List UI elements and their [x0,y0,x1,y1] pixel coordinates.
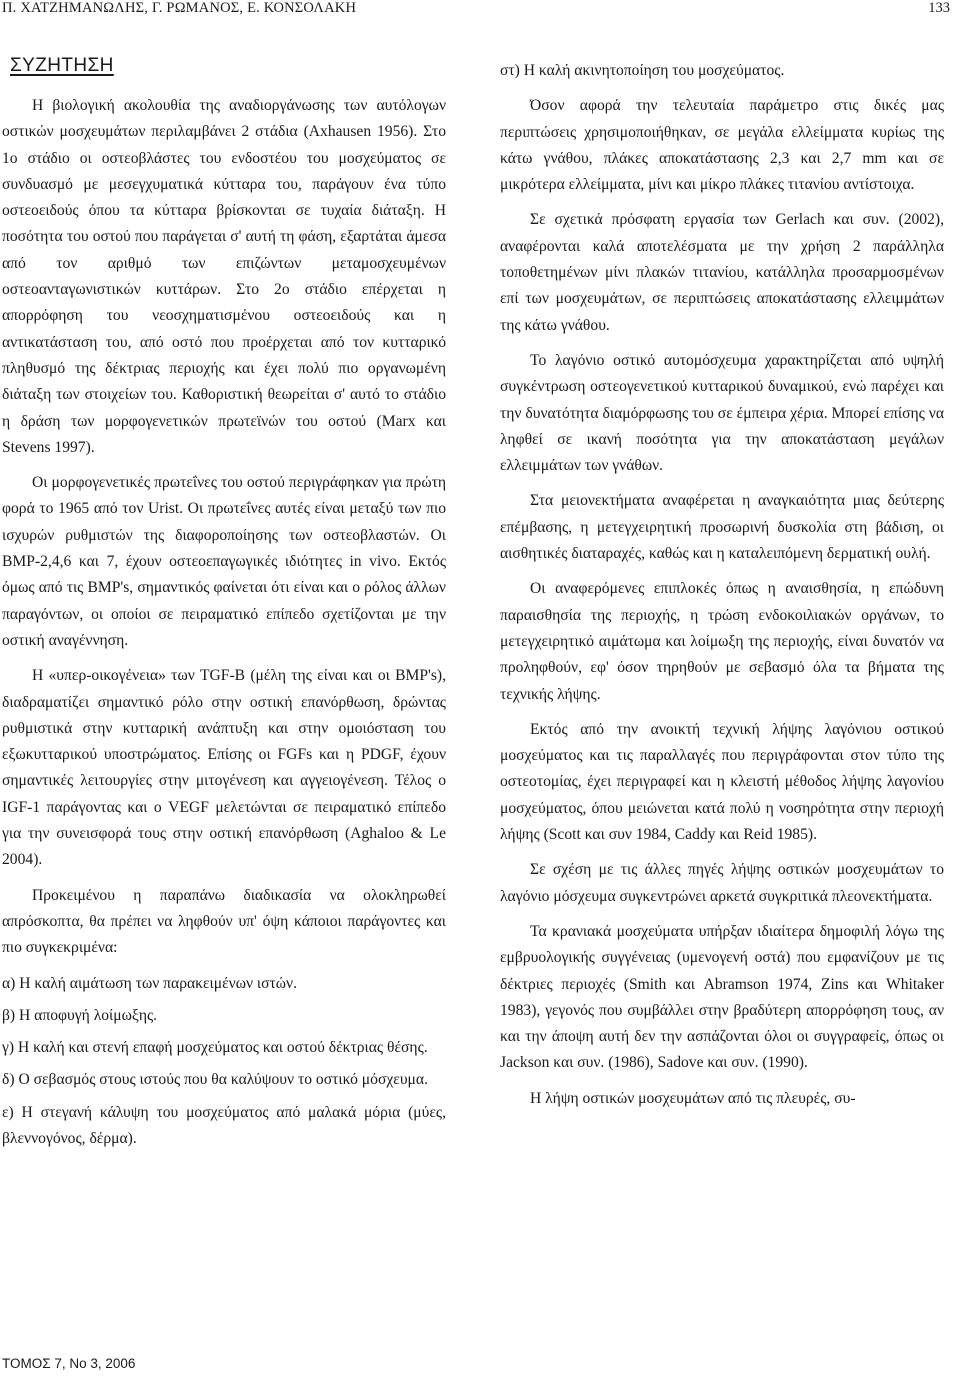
paragraph: Σε σχέση με τις άλλες πηγές λήψης οστικών μοσχευμάτων το λαγόνιο μόσχευμα συγκεντρώνει αρκετά συγκριτικά πλεονεκτήματα. [500,861,944,905]
section-heading: ΣΥΖΗΤΗΣΗ [10,55,114,76]
paragraph: Η λήψη οστικών μοσχευμάτων από τις πλευρές, συ- [530,1089,856,1107]
paragraph: Η βιολογική ακολουθία της αναδιοργάνωσης των αυτόλογων οστικών μοσχευμάτων περιλαμβάνει 2 στάδια (Axhausen 1956). Στο 1ο στάδιο οι οστεοβλάστες του ενδοστέου του μοσχεύματος σε συνδυασμό με μεσεγχυματικά κύτταρα του, παράγουν ένα τύπο οστεοειδούς όπου τα κύτταρα βρίσκονται σε τυχαία διάταξη. Η ποσότητα του οστού που παράγεται σ' αυτή τη φάση, εξαρτάται άμεσα από τον αριθμό των επιζώντων μεταμοσχευμένων οστεοανταγωνιστικών κυττάρων. Στο 2ο στάδιο επέρχεται η απορρόφηση του νεοσχηματισμένου οστεοειδούς και η αντικατάσταση του, από οστό που προέρχεται από τον κυτταρικό πληθυσμό της δέκτριας περιοχής και έχει πολύ πιο οργανωμένη διάταξη των στοιχείων του. Καθοριστική θεωρείται σ' αυτό το στάδιο η δράση των μορφογενετικών πρωτεϊνών του οστού (Marx και Stevens 1997). [2,97,446,456]
list-item: ε) Η στεγανή κάλυψη του μοσχεύματος από μαλακά μόρια (μύες, βλεννογόνος, δέρμα). [2,1103,446,1147]
list-item: στ) Η καλή ακινητοποίηση του μοσχεύματος. [500,62,785,79]
paragraph: Το λαγόνιο οστικό αυτομόσχευμα χαρακτηρίζεται από υψηλή συγκέντρωση οστεογενετικού κυτταρικού δυναμικού, ενώ παρέχει και την δυνατότητα διαμόρφωσης του σε έμπειρα χέρια. Μπορεί επίσης να ληφθεί σε ικανή ποσότητα για την αποκατάσταση μεγάλων ελλειμμάτων των γνάθων. [500,351,944,475]
running-head-authors: Π. ΧΑΤΖΗΜΑΝΩΛΗΣ, Γ. ΡΩΜΑΝΟΣ, Ε. ΚΟΝΣΟΛΑΚΗ [2,0,357,16]
running-head [0,0,960,20]
paragraph: Οι αναφερόμενες επιπλοκές όπως η αναισθησία, η επώδυνη παραισθησία της περιοχής, η τρώση ενδοκοιλιακών οργάνων, το μετεγχειρητικό αιμάτωμα και λοίμωξη της περιοχής, είναι δυνατόν να προληφθούν, εφ' όσον τηρηθούν με σεβασμό όλα τα βήματα της τεχνικής λήψης. [500,580,944,703]
paragraph: Στα μειονεκτήματα αναφέρεται η αναγκαιότητα μιας δεύτερης επέμβασης, η μετεγχειρητική προσωρινή δυσκολία στη βάδιση, οι αισθητικές διαταραχές, καθώς και η καταλειπόμενη δερματική ουλή. [500,492,944,563]
list-item: γ) Η καλή και στενή επαφή μοσχεύματος και οστού δέκτριας θέσης. [2,1039,428,1057]
paragraph: Τα κρανιακά μοσχεύματα υπήρξαν ιδιαίτερα δημοφιλή λόγω της εμβρυολογικής συγγένειας (υμενογενή οστά) που εμφανίζουν με τις δέκτριες περιοχές (Smith και Abramson 1974, Zins και Whitaker 1983), γεγονός που συμβάλλει στην βραδύτερη απορρόφηση τους, αν και την άποψη αυτή δεν την ασπάζονται όλοι οι συγγραφείς, όπως οι Jackson και συν. (1986), Sadove και συν. (1990). [500,922,944,1072]
list-item: β) Η αποφυγή λοίμωξης. [2,1006,158,1024]
paragraph: Όσον αφορά την τελευταία παράμετρο στις δικές μας περιπτώσεις χρησιμοποιήθηκαν, σε μεγάλα ελλείμματα κυρίως της κάτω γνάθου, πλάκες αποκατάστασης 2,3 και 2,7 mm και σε μικρότερα ελλείμματα, μίνι και μίκρο πλάκες τιτανίου αντίστοιχα. [500,97,944,194]
paragraph: Σε σχετικά πρόσφατη εργασία των Gerlach και συν. (2002), αναφέρονται καλά αποτελέσματα με την χρήση 2 παράλληλα τοποθετημένων μίνι πλακών τιτανίου, κατάλληλα προσαρμοσμένων επί των μοσχευμάτων, σε περιπτώσεις αποκατάστασης ελλειμμάτων της κάτω γνάθου. [500,211,944,334]
list-item: α) Η καλή αιμάτωση των παρακειμένων ιστών. [2,974,298,992]
right-column [500,58,944,1121]
list-item: δ) Ο σεβασμός στους ιστούς που θα καλύψουν το οστικό μόσχευμα. [2,1071,428,1089]
paragraph: Προκειμένου η παραπάνω διαδικασία να ολοκληρωθεί απρόσκοπτα, θα πρέπει να ληφθούν υπ' όψη κάποιοι παράγοντες και πιο συγκεκριμένα: [2,886,446,957]
page-number: 133 [928,0,950,16]
paragraph: Η «υπερ-οικογένεια» των TGF-B (μέλη της είναι και οι BMP's), διαδραματίζει σημαντικό ρόλο στην οστική επανόρθωση, δρώντας ρυθμιστικά στην κυτταρική ανάπτυξη και στην ομοιόσταση του εξωκυτταρικού υποστρώματος. Επίσης οι FGFs και η PDGF, έχουν σημαντικές λειτουργίες στην μιτογένεση και αγγειογένεση. Τέλος ο IGF-1 παράγοντας και ο VEGF μελετώνται σε πειραματικό επίπεδο για την συνεισφορά τους στην οστική επανόρθωση (Aghaloo & Le 2004). [2,667,446,869]
paragraph: Οι μορφογενετικές πρωτεΐνες του οστού περιγράφηκαν για πρώτη φορά το 1965 από τον Urist. Οι πρωτεΐνες αυτές είναι μεταξύ των πιο ισχυρών ρυθμιστών της διαφοροποίησης των οστεοβλαστών. Οι BMP-2,4,6 και 7, έχουν οστεοεπαγωγικές ιδιότητες in vivo. Εκτός όμως από τις BMP's, σημαντικός φαίνεται ότι είναι και ο ρόλος άλλων παραγόντων, οι οποίοι σε πειραματικό επίπεδο σχετίζονται με την οστική αναγέννηση. [2,474,446,649]
footer-issue: ΤΟΜΟΣ 7, Νο 3, 2006 [2,1356,136,1371]
paragraph: Εκτός από την ανοικτή τεχνική λήψης λαγόνιου οστικού μοσχεύματος και τις παραλλαγές που περιγράφονται στον τύπο της οστεοτομίας, έχει περιγραφεί και η κλειστή μέθοδος λήψης λαγονίου μοσχεύματος, όπου μειώνεται κατά πολύ η νοσηρότητα στην περιοχή λήψης (Scott και συν 1984, Caddy και Reid 1985). [500,720,944,844]
left-column [2,52,446,1158]
